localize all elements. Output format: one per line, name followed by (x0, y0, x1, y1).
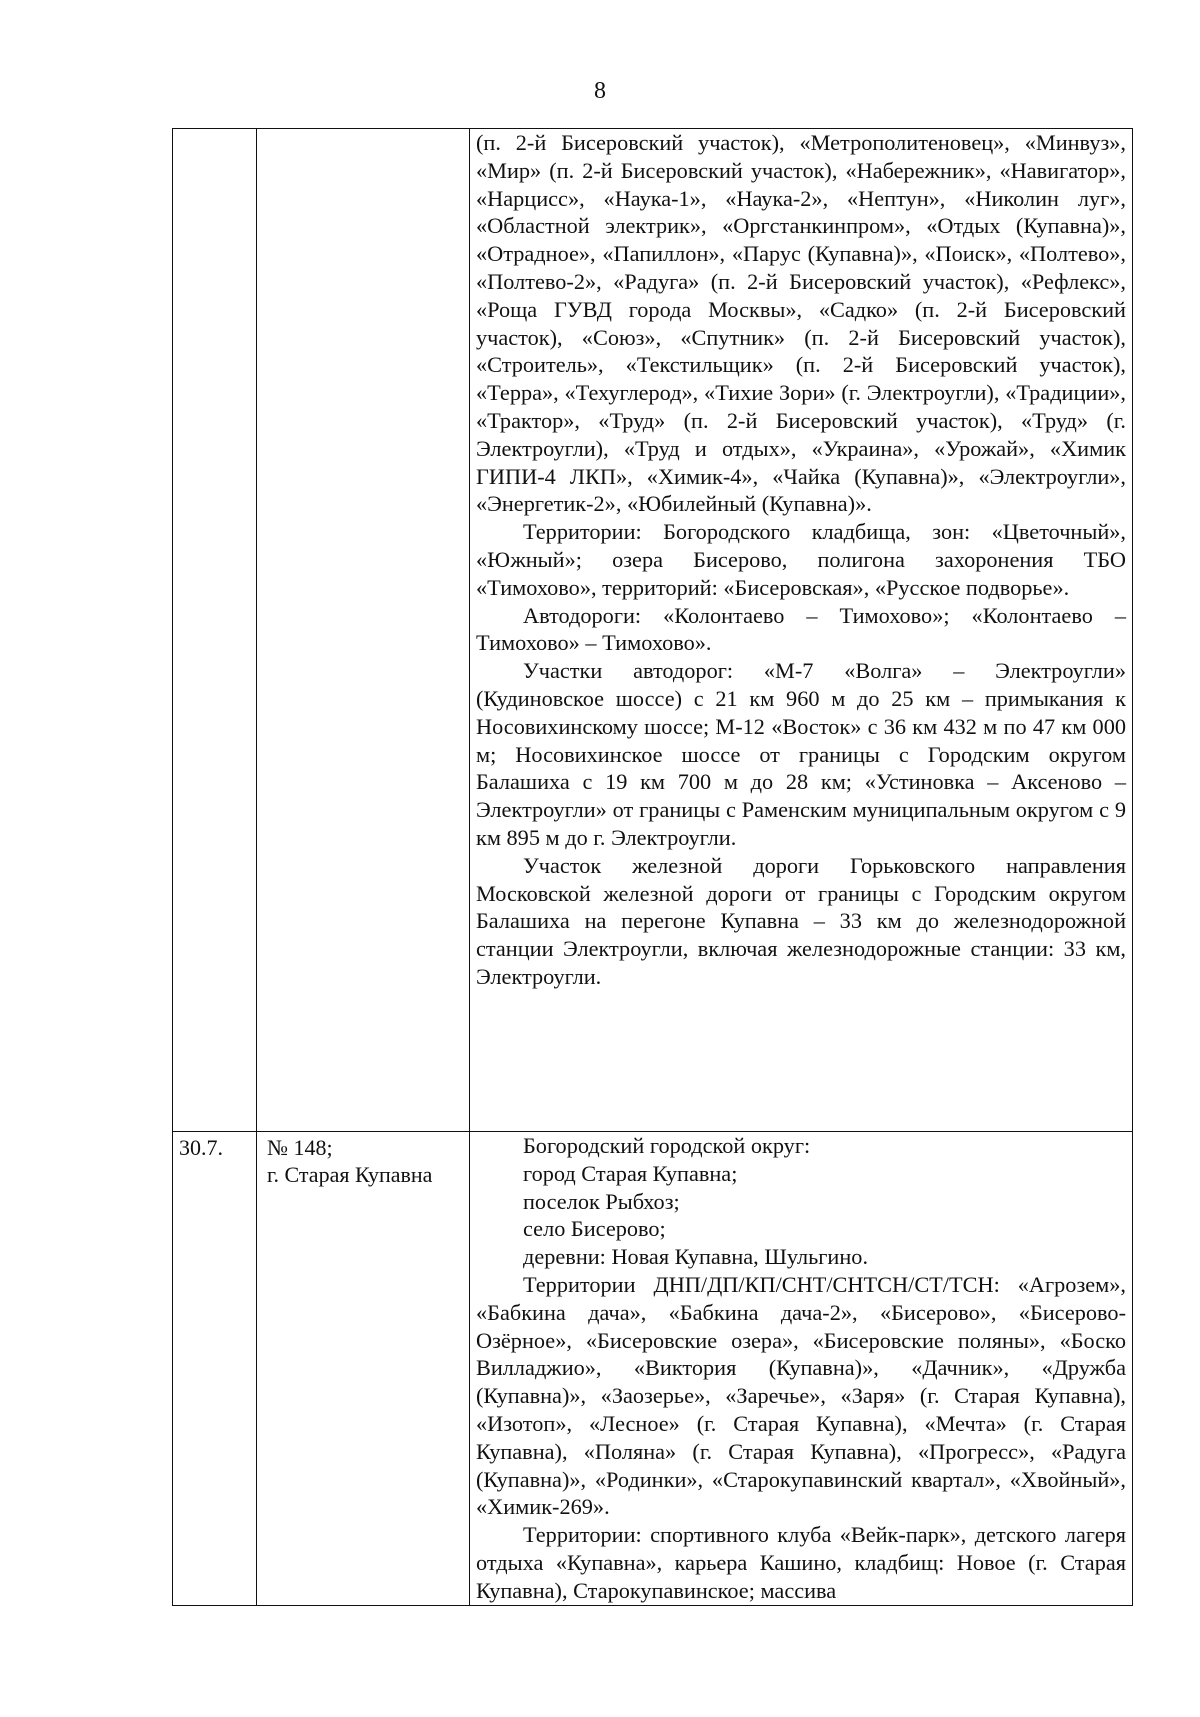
territory-line: город Старая Купавна; (523, 1160, 738, 1186)
territory-paragraph: Автодороги: «Колонтаево – Тимохово»; «Колонтаево – Тимохово» – Тимохово». (476, 602, 1126, 656)
territory-paragraph: (п. 2-й Бисеровский участок), «Метрополитеновец», «Минвуз», «Мир» (п. 2-й Бисеровский участок), «Набережник», «Навигатор», «Нарцисс», «Наука-1», «Наука-2», «Нептун», «Николин луг», «Областной электрик», «Оргстанкинпром», «Отдых (Купавна)», «Отрадное», «Папиллон», «Парус (Купавна)», «Поиск», «Полтево», «Полтево-2», «Радуга» (п. 2-й Бисеровский участок), «Рефлекс», «Роща ГУВД города Москвы», «Садко» (п. 2-й Бисеровский участок), «Союз», «Спутник» (п. 2-й Бисеровский участок), «Строитель», «Текстильщик» (п. 2-й Бисеровский участок), «Терра», «Техуглерод», «Тихие Зори» (г. Электроугли), «Традиции», «Трактор», «Труд» (п. 2-й Бисеровский участок), «Труд» (г. Электроугли), «Труд и отдых», «Украина», «Урожай», «Химик ГИПИ-4 ЛКП», «Химик-4», «Чайка (Купавна)», «Электроугли», «Энергетик-2», «Юбилейный (Купавна)». (476, 130, 1126, 517)
territory-description-cell (470, 1132, 1133, 1606)
territory-paragraph: Территории: спортивного клуба «Вейк-парк», детского лагеря отдыха «Купавна», карьера Кашино, кладбищ: Новое (г. Старая Купавна), Старокупавинское; массива (476, 1522, 1126, 1603)
document-table (172, 128, 1133, 1606)
row-number-cell: 30.7. (173, 1132, 257, 1606)
row-number-cell (173, 129, 257, 1132)
polling-station-cell (257, 129, 470, 1132)
territory-description-cell (470, 129, 1133, 1132)
territory-line: село Бисерово; (523, 1216, 666, 1242)
polling-station-location: г. Старая Купавна (267, 1162, 433, 1187)
territory-paragraph: Территории: Богородского кладбища, зон: «Цветочный», «Южный»; озера Бисерово, полигона захоронения ТБО «Тимохово», территорий: «Бисеровская», «Русское подворье». (476, 519, 1126, 600)
territory-paragraph: Участки автодорог: «М-7 «Волга» – Электроугли» (Кудиновское шоссе) с 21 км 960 м до 25 км – примыкания к Носовихинскому шоссе; М-12 «Восток» с 36 км 432 м по 47 км 000 м; Носовихинское шоссе от границы с Городским округом Балашиха с 19 км 700 м до 28 км; «Устиновка – Аксеново – Электроугли» от границы с Раменским муниципальным округом с 9 км 895 м до г. Электроугли. (476, 658, 1126, 850)
territory-line: деревни: Новая Купавна, Шульгино. (523, 1244, 869, 1270)
territory-paragraph: Участок железной дороги Горьковского направления Московской железной дороги от границы с Городским округом Балашиха на перегоне Купавна – 33 км до железнодорожной станции Электроугли, включая железнодорожные станции: 33 км, Электроугли. (476, 852, 1126, 989)
table-row (173, 129, 1133, 1132)
polling-station-cell (257, 1132, 470, 1606)
territory-line: Богородский городской округ: (523, 1133, 811, 1158)
page-number: 8 (594, 78, 606, 104)
territory-paragraph: Территории ДНП/ДП/КП/СНТ/СНТСН/СТ/ТСН: «Агрозем», «Бабкина дача», «Бабкина дача-2», «Бисерово», «Бисерово-Озёрное», «Бисеровские озера», «Бисеровские поляны», «Боско Вилладжио», «Виктория (Купавна)», «Дачник», «Дружба (Купавна)», «Заозерье», «Заречье», «Заря» (г. Старая Купавна), «Изотоп», «Лесное» (г. Старая Купавна), «Мечта» (г. Старая Купавна), «Поляна» (г. Старая Купавна), «Прогресс», «Радуга (Купавна)», «Родинки», «Старокупавинский квартал», «Хвойный», «Химик-269». (476, 1271, 1126, 1520)
polling-station-number: № 148; (267, 1135, 333, 1160)
territory-line: поселок Рыбхоз; (523, 1188, 680, 1214)
table-row (173, 1132, 1133, 1606)
